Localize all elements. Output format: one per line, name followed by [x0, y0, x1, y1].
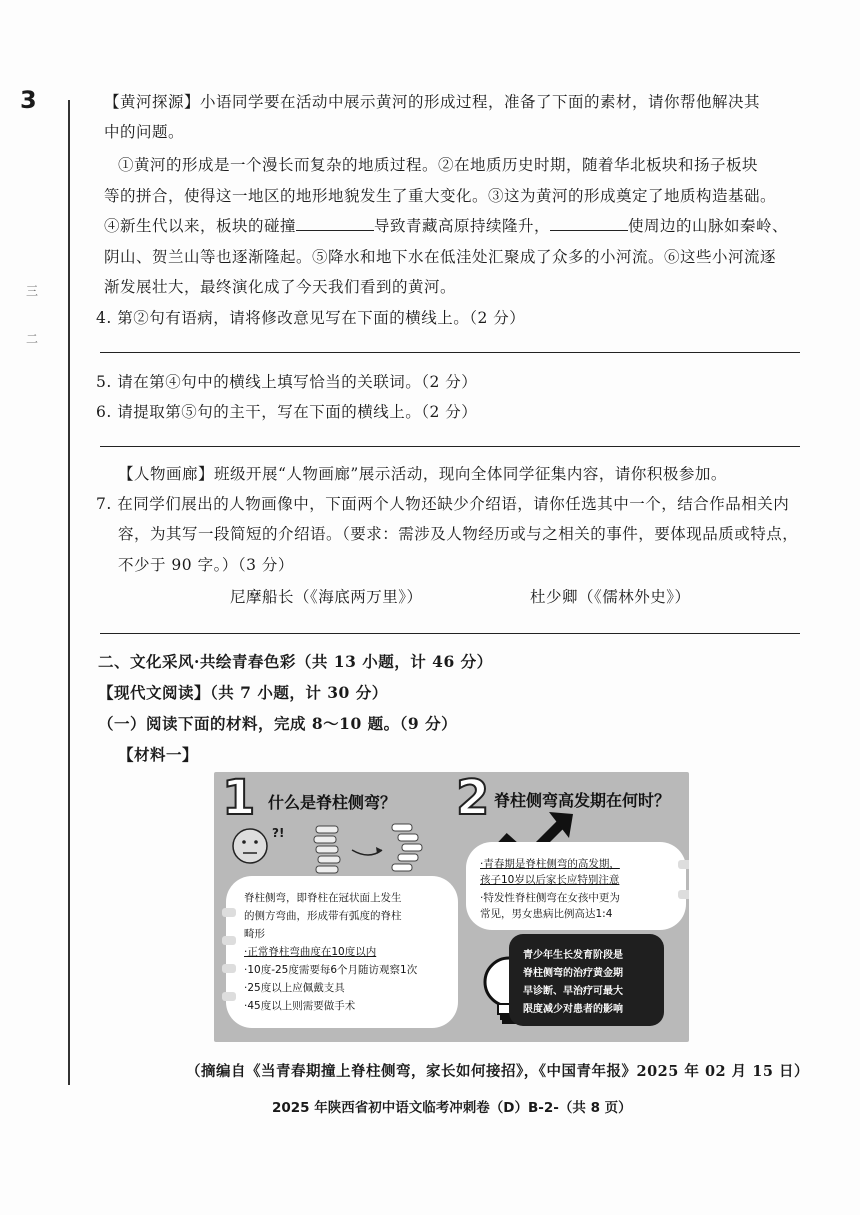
bubble-text: 脊柱侧弯的治疗黄金期	[523, 968, 623, 979]
card-text: 孩子10岁以后家长应特别注意	[480, 874, 620, 886]
section-intro: 【黄河探源】小语同学要在活动中展示黄河的形成过程，准备了下面的素材，请你帮他解决其	[104, 93, 761, 111]
scoliosis-infographic	[214, 772, 689, 1042]
face-spine-illustration	[224, 820, 444, 880]
passage-text: 导致青藏高原持续隆升，	[374, 217, 551, 235]
bubble-text: 早诊断、早治疗可最大	[523, 986, 623, 997]
material-label: 【材料一】	[118, 745, 199, 764]
passage-line: ①黄河的形成是一个漫长而复杂的地质过程。②在地质历史时期，随着华北板块和扬子板块	[118, 156, 759, 174]
sub-heading: 【现代文阅读】（共 7 小题，计 30 分）	[98, 683, 388, 702]
card-text: 畸形	[244, 928, 265, 940]
card-text: ·25度以上应佩戴支具	[244, 982, 345, 994]
reading-part: （一）阅读下面的材料，完成 8～10 题。（9 分）	[98, 714, 458, 733]
advice-bubble	[509, 934, 664, 1026]
person-option: 杜少卿（《儒林外史》）	[530, 588, 691, 606]
face-icon	[233, 829, 267, 863]
margin-mark: 三	[26, 284, 39, 298]
card-text: ·正常脊柱弯曲度在10度以内	[244, 946, 377, 958]
passage-text: 使周边的山脉如秦岭、	[628, 217, 789, 235]
spine-icon	[314, 826, 340, 873]
page-number: 3	[20, 86, 37, 114]
card-text: ·青春期是脊柱侧弯的高发期，	[480, 858, 620, 870]
definition-card	[226, 876, 458, 1028]
curved-spine-icon	[392, 824, 422, 871]
page-footer: 2025 年陕西省初中语文临考冲刺卷（D）B-2-（共 8 页）	[272, 1100, 632, 1116]
section-intro: 中的问题。	[104, 123, 185, 141]
answer-line[interactable]	[100, 633, 800, 634]
citation: （摘编自《当青春期撞上脊柱侧弯，家长如何接招》，《中国青年报》2025 年 02 月 15 日）	[186, 1063, 809, 1080]
question-5: 5. 请在第④句中的横线上填写恰当的关联词。（2 分）	[96, 373, 478, 391]
binding-line	[68, 100, 70, 1085]
card-text: ·10度-25度需要每6个月随访观察1次	[244, 964, 418, 976]
section-heading: 二、文化采风·共绘青春色彩（共 13 小题，计 46 分）	[98, 652, 493, 671]
card-text: 常见，男女患病比例高达1:4	[480, 908, 613, 920]
question-7: 容，为其写一段简短的介绍语。（要求：需涉及人物经历或与之相关的事件，要体现品质或特点，	[118, 525, 799, 543]
number-badge: 2	[456, 772, 490, 826]
margin-mark: 二	[26, 332, 39, 346]
high-incidence-card	[466, 842, 686, 930]
bubble-text: 青少年生长发育阶段是	[523, 950, 623, 961]
bubble-text: 限度减少对患者的影响	[523, 1004, 623, 1015]
number-badge: 1	[222, 772, 256, 826]
question-7: 不少于 90 字。）（3 分）	[118, 556, 294, 574]
card-text: 脊柱侧弯，即脊柱在冠状面上发生	[244, 892, 402, 904]
fill-blank[interactable]	[296, 216, 374, 231]
section-intro: 【人物画廊】班级开展“人物画廊”展示活动，现向全体同学征集内容，请你积极参加。	[118, 465, 727, 483]
passage-line: 等的拼合，使得这一地区的地形地貌发生了重大变化。③这为黄河的形成奠定了地质构造基础。	[104, 187, 777, 205]
figure-title: 什么是脊柱侧弯？	[268, 793, 397, 812]
answer-line[interactable]	[100, 352, 800, 353]
fill-blank[interactable]	[550, 216, 628, 231]
question-7: 7. 在同学们展出的人物画像中，下面两个人物还缺少介绍语，请你任选其中一个，结合作品相关内	[96, 495, 790, 513]
exclaim-mark: ?!	[272, 826, 285, 840]
answer-line[interactable]	[100, 446, 800, 447]
card-text: ·特发性脊柱侧弯在女孩中更为	[480, 892, 620, 904]
passage-line	[104, 214, 788, 236]
figure-title: 脊柱侧弯高发期在何时？	[494, 791, 671, 810]
question-6: 6. 请提取第⑤句的主干，写在下面的横线上。（2 分）	[96, 403, 478, 421]
person-option: 尼摩船长（《海底两万里》）	[230, 588, 423, 606]
passage-line: 阴山、贺兰山等也逐渐隆起。⑤降水和地下水在低洼处汇聚成了众多的小河流。⑥这些小河流逐	[104, 248, 777, 266]
card-text: ·45度以上则需要做手术	[244, 1000, 356, 1012]
passage-text: ④新生代以来，板块的碰撞	[104, 217, 297, 235]
card-text: 的侧方弯曲，形成带有弧度的脊柱	[244, 910, 402, 922]
question-4: 4. 第②句有语病，请将修改意见写在下面的横线上。（2 分）	[96, 309, 526, 327]
passage-line: 渐发展壮大，最终演化成了今天我们看到的黄河。	[104, 278, 457, 296]
